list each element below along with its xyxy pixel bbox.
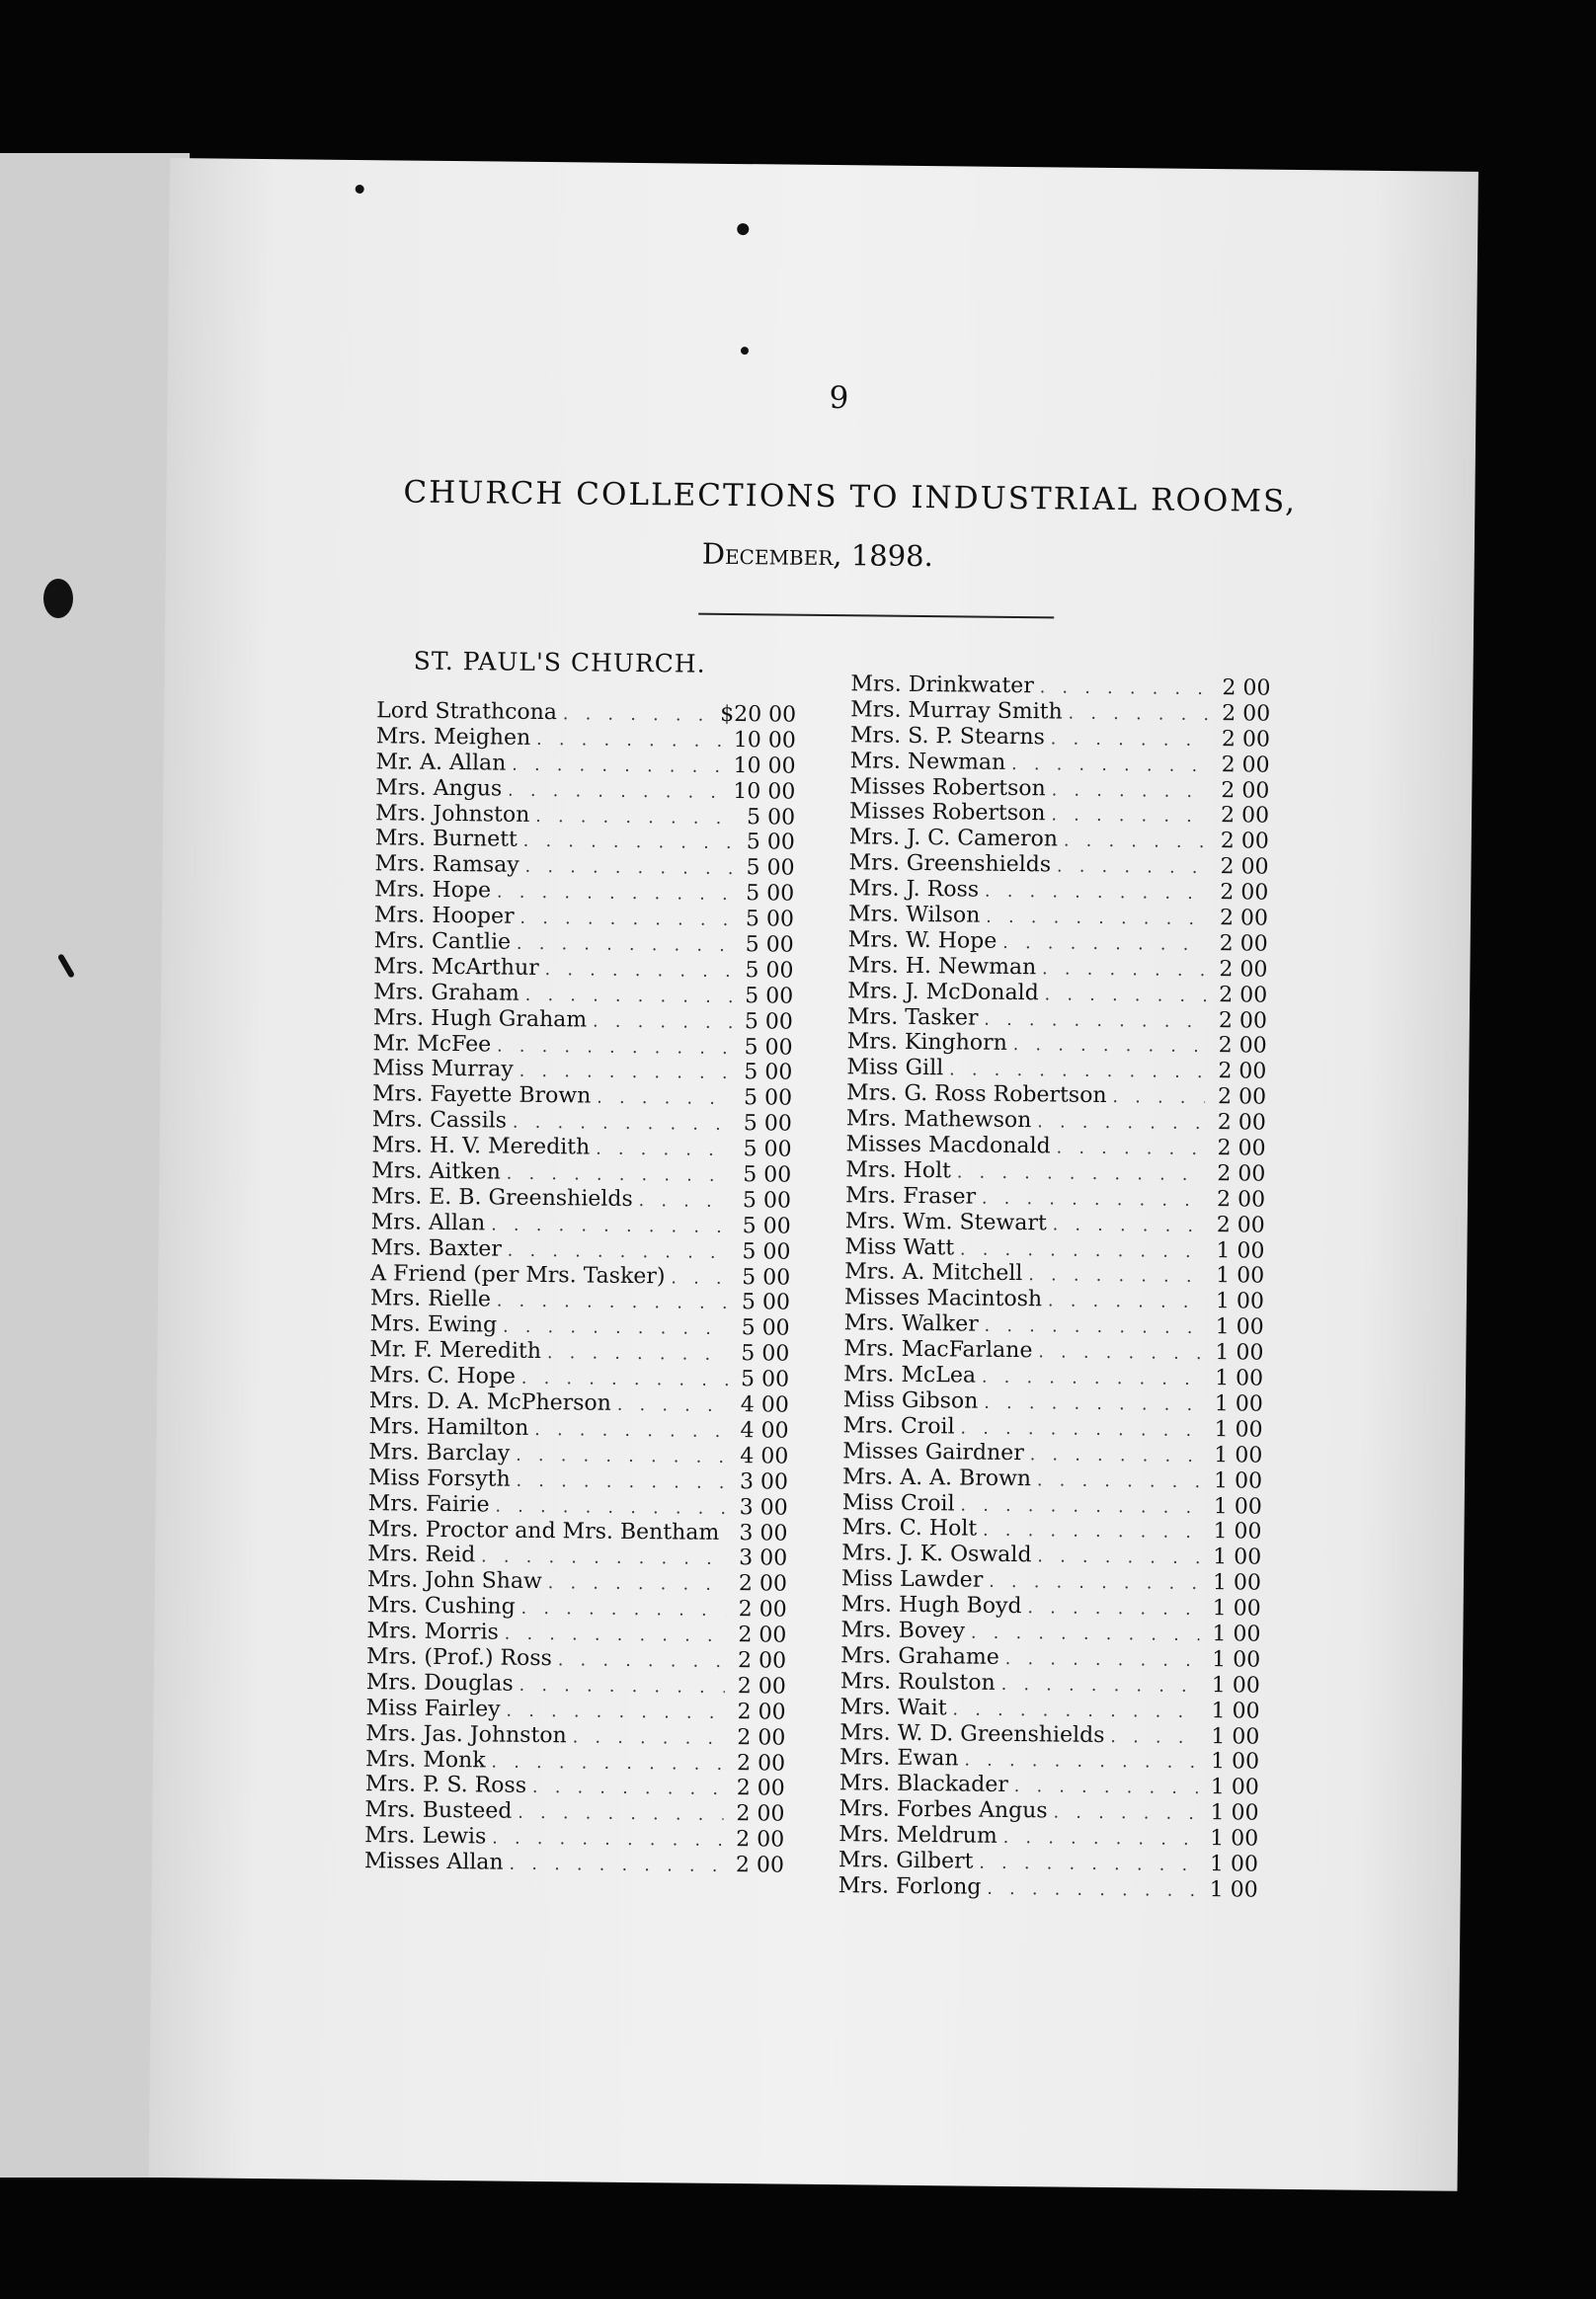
donor-name: Mrs. Ewan (838, 1745, 959, 1772)
donation-amount: 1 00 (1210, 1826, 1259, 1852)
ink-speck (741, 347, 749, 355)
donor-name: Mrs. Graham (373, 980, 519, 1006)
page-date: December, 1898. (701, 536, 934, 574)
donation-amount: 1 00 (1216, 1263, 1265, 1290)
donation-amount: 1 00 (1213, 1467, 1263, 1494)
donor-name: Mrs. Walker (843, 1310, 979, 1337)
donation-amount: 1 00 (1216, 1237, 1265, 1264)
donation-amount: 2 00 (736, 1776, 785, 1802)
donation-amount: 2 00 (1219, 931, 1268, 957)
title-rule (698, 613, 1054, 619)
donation-amount: 1 00 (1213, 1493, 1262, 1520)
donation-amount: 3 00 (739, 1546, 788, 1572)
donor-name: Miss Fairley (365, 1695, 501, 1722)
dot-leader (1069, 701, 1210, 728)
donation-amount: 10 00 (733, 727, 796, 753)
donor-name: Mr. McFee (372, 1030, 492, 1058)
donation-amount: 2 00 (1218, 1033, 1267, 1060)
donor-name: Mrs. Grahame (840, 1643, 999, 1670)
ink-speck (737, 223, 749, 235)
donor-name: Mrs. Hugh Graham (372, 1004, 588, 1033)
dot-leader (525, 855, 734, 883)
dot-leader (1064, 830, 1208, 856)
ink-speck (356, 185, 364, 194)
donor-name: Mrs. G. Ross Robertson (845, 1080, 1107, 1109)
donor-name: Mrs. H. V. Meredith (371, 1133, 591, 1160)
dot-leader (971, 1622, 1200, 1649)
donor-name: Mrs. John Shaw (366, 1567, 542, 1595)
donor-name: Mrs. Proctor and Mrs. Bentham (367, 1516, 720, 1546)
donation-amount: 3 00 (739, 1468, 789, 1495)
donor-name: Miss Croil (841, 1489, 955, 1516)
dot-leader (516, 1444, 727, 1471)
donor-name: Mrs. Kinghorn (846, 1029, 1007, 1057)
donation-amount: 5 00 (741, 1315, 790, 1342)
donor-name: Mrs. Allan (370, 1210, 486, 1236)
dot-leader (1028, 1264, 1203, 1292)
donation-amount: 1 00 (1211, 1698, 1260, 1724)
donor-name: Mrs. Fraser (844, 1183, 977, 1210)
donor-name: Mrs. Baxter (370, 1234, 502, 1262)
donor-name: Mrs. Angus (375, 774, 503, 802)
donor-name: Mrs. Fairie (367, 1490, 490, 1518)
dot-leader (1037, 1468, 1201, 1496)
dot-leader (523, 830, 734, 857)
donation-amount: 2 00 (736, 1827, 785, 1853)
dot-leader (497, 881, 733, 909)
donation-amount: 2 00 (1220, 803, 1270, 830)
donor-name: Mrs. Monk (364, 1746, 486, 1773)
donor-name: Mrs. J. K. Oswald (841, 1541, 1032, 1568)
dot-leader (534, 1418, 727, 1446)
donation-amount: 5 00 (740, 1367, 790, 1392)
donation-amount: 1 00 (1215, 1340, 1264, 1366)
donation-amount: 2 00 (738, 1571, 788, 1597)
donor-name: Mrs. Meldrum (838, 1822, 998, 1849)
donor-name: Misses Macintosh (843, 1285, 1043, 1312)
dot-leader (1051, 804, 1208, 832)
donation-amount: 1 00 (1212, 1570, 1262, 1596)
dot-leader (521, 1597, 726, 1625)
dot-leader (547, 1341, 729, 1369)
dot-leader (1112, 1085, 1205, 1112)
donor-name: Mrs. Croil (842, 1413, 955, 1440)
donor-name: Mrs. MacFarlane (843, 1336, 1033, 1364)
dot-leader (535, 804, 734, 832)
donor-name: Mrs. Busteed (364, 1797, 513, 1825)
donation-amount: 5 00 (741, 1341, 790, 1367)
donation-amount: 10 00 (733, 753, 796, 779)
donation-amount: 2 00 (1220, 880, 1269, 906)
donor-name: Miss Forsyth (367, 1465, 511, 1492)
donation-amount: 1 00 (1211, 1723, 1260, 1750)
dot-leader (1110, 1725, 1198, 1752)
donor-name: Mrs. McArthur (373, 954, 539, 981)
dot-leader (597, 1086, 731, 1113)
dot-leader (617, 1393, 728, 1420)
dot-leader (508, 778, 727, 806)
donor-name: Mrs. Reid (367, 1542, 476, 1568)
donation-amount: 2 00 (738, 1597, 787, 1623)
dot-leader (1053, 1213, 1204, 1240)
dot-leader (1057, 855, 1208, 883)
donor-name: Mrs. Hugh Boyd (840, 1592, 1022, 1620)
donation-amount: 5 00 (746, 855, 795, 882)
donor-name: Mrs. Gilbert (838, 1848, 974, 1874)
donor-name: Miss Gibson (842, 1387, 979, 1414)
donor-name: Mrs. Barclay (368, 1440, 511, 1467)
donor-name: Misses Macdonald (845, 1132, 1051, 1159)
donor-name: Mrs. D. A. McPherson (368, 1388, 612, 1416)
donation-amount: 2 00 (1218, 1007, 1268, 1034)
donation-amount: 2 00 (737, 1673, 786, 1700)
dot-leader (518, 1801, 723, 1829)
page-number: 9 (829, 380, 849, 417)
donation-amount: 2 00 (1217, 1084, 1267, 1110)
donation-amount: 1 00 (1210, 1749, 1260, 1776)
dot-leader (985, 880, 1207, 908)
donation-amount: $20 00 (720, 701, 797, 728)
donation-amount: 2 00 (1220, 854, 1269, 880)
donation-amount: 4 00 (740, 1418, 789, 1444)
donation-amount: 2 00 (738, 1623, 787, 1648)
dot-leader (519, 1674, 725, 1702)
dot-leader (1027, 1596, 1199, 1624)
donor-name: Mrs. Meighen (375, 724, 531, 751)
donation-amount: 2 00 (1216, 1212, 1265, 1238)
dot-leader (1052, 778, 1209, 806)
donation-amount: 1 00 (1213, 1545, 1262, 1570)
donation-amount: 2 00 (1217, 1136, 1266, 1161)
donation-amount: 2 00 (737, 1699, 786, 1725)
donor-name: Mrs. Jas. Johnston (365, 1720, 567, 1748)
donation-amount: 1 00 (1209, 1876, 1258, 1903)
donor-name: Mrs. P. S. Ross (364, 1772, 527, 1799)
donor-name: Mrs. Cassils (371, 1107, 508, 1134)
donor-name: Mrs. Cantlie (373, 928, 512, 955)
dot-leader (512, 753, 728, 780)
donor-name: Mrs. J. Ross (848, 876, 980, 903)
dot-leader (545, 958, 733, 986)
donation-amount: 5 00 (743, 1162, 792, 1188)
donor-name: Mrs. Roulston (839, 1668, 996, 1696)
section-title: ST. PAUL'S CHURCH. (413, 646, 706, 678)
donation-amount: 2 00 (1219, 906, 1269, 931)
donor-name: Mrs. McLea (843, 1362, 977, 1388)
dot-leader (984, 1391, 1202, 1419)
donor-name: Mrs. E. B. Greenshields (370, 1184, 633, 1212)
donor-name: Misses Robertson (848, 799, 1046, 827)
donation-amount: 5 00 (743, 1111, 792, 1137)
donor-name: Miss Lawder (840, 1566, 984, 1593)
donor-name: Mrs. Rielle (369, 1286, 492, 1312)
donor-name: Mrs. Tasker (846, 1003, 979, 1031)
donor-name: Miss Gill (846, 1055, 944, 1081)
donor-name: Miss Murray (372, 1056, 514, 1083)
donor-name: Mrs. Newman (849, 748, 1006, 775)
donation-amount: 2 00 (736, 1750, 786, 1777)
donation-amount: 2 00 (1222, 701, 1271, 727)
donor-name: Mrs. Lewis (364, 1823, 487, 1850)
donor-name: Mrs. H. Newman (847, 953, 1037, 981)
donor-name: Mrs. Murray Smith (850, 697, 1063, 725)
dot-leader (491, 1213, 730, 1240)
donation-amount: 2 00 (1221, 777, 1270, 804)
page-title: CHURCH COLLECTIONS TO INDUSTRIAL ROOMS, (403, 474, 1298, 519)
donor-name: Mrs. (Prof.) Ross (365, 1644, 553, 1672)
donor-name: Mrs. Forlong (838, 1873, 982, 1900)
donation-amount: 1 00 (1215, 1314, 1264, 1340)
donation-amount: 1 00 (1212, 1646, 1261, 1673)
donation-amount: 2 00 (1221, 752, 1270, 778)
donation-amount: 5 00 (745, 932, 794, 958)
donor-name: Mrs. Ramsay (374, 851, 519, 879)
left-donor-column (364, 698, 796, 1878)
donor-name: Mrs. Morris (366, 1619, 499, 1645)
donation-amount: 5 00 (742, 1188, 792, 1214)
donation-amount: 3 00 (739, 1494, 788, 1521)
donation-amount: 3 00 (739, 1520, 788, 1546)
donation-amount: 1 00 (1213, 1519, 1262, 1546)
dot-leader (492, 1827, 723, 1855)
donor-name: Misses Robertson (849, 773, 1046, 801)
donation-amount: 5 00 (742, 1213, 791, 1239)
dot-leader (986, 906, 1207, 933)
dot-leader (563, 702, 714, 730)
dot-leader (1051, 727, 1209, 754)
donation-amount: 5 00 (743, 1137, 792, 1162)
donation-amount: 1 00 (1212, 1622, 1261, 1647)
dot-leader (1030, 1443, 1202, 1470)
donor-name: Mrs. Wm. Stewart (844, 1208, 1047, 1236)
donor-name: Mrs. Wait (839, 1694, 947, 1720)
donor-name: Mrs. Johnston (374, 800, 530, 828)
donor-name: Mrs. Aitken (371, 1158, 502, 1185)
donation-amount: 4 00 (740, 1392, 789, 1418)
donor-name: Mrs. W. Hope (847, 927, 998, 954)
donation-amount: 5 00 (746, 804, 796, 831)
donor-name: Mrs. Bovey (840, 1618, 966, 1644)
donation-amount: 2 00 (1218, 1059, 1267, 1085)
dot-leader (1013, 1033, 1206, 1061)
donation-amount: 1 00 (1215, 1366, 1264, 1391)
donation-amount: 5 00 (742, 1264, 791, 1291)
donation-amount: 2 00 (1219, 982, 1268, 1008)
donation-amount: 1 00 (1214, 1416, 1263, 1443)
donor-name: Mrs. Hooper (373, 903, 515, 929)
dot-leader (548, 1571, 726, 1599)
document-page (149, 158, 1478, 2191)
donor-name: Mrs. W. D. Greenshields (839, 1719, 1105, 1748)
dot-leader (1037, 1110, 1205, 1138)
donation-amount: 2 00 (737, 1648, 787, 1674)
donation-amount: 5 00 (741, 1290, 791, 1316)
donation-amount: 4 00 (740, 1443, 789, 1469)
dot-leader (1053, 1801, 1197, 1828)
donation-amount: 2 00 (1222, 675, 1271, 701)
donation-amount: 1 00 (1209, 1852, 1259, 1877)
dot-leader (1001, 1673, 1199, 1701)
donation-amount: 5 00 (745, 958, 794, 984)
donor-name: Mrs. S. P. Stearns (849, 723, 1045, 751)
donation-amount: 5 00 (746, 830, 795, 856)
donor-name: Mrs. J. C. Cameron (848, 825, 1059, 852)
donor-name: Mrs. Fayette Brown (371, 1081, 592, 1109)
dot-leader (639, 1189, 731, 1216)
donation-amount: 1 00 (1211, 1672, 1260, 1699)
dot-leader (1045, 983, 1207, 1010)
right-donor-column (838, 672, 1271, 1903)
donation-amount: 2 00 (737, 1724, 786, 1751)
donor-name: Mrs. Cushing (366, 1593, 516, 1620)
donation-amount: 1 00 (1214, 1442, 1263, 1468)
dot-leader (519, 907, 733, 934)
donor-name: Mrs. Douglas (365, 1670, 514, 1697)
donation-amount: 2 00 (1217, 1161, 1266, 1187)
dot-leader (1042, 957, 1207, 985)
donor-name: Mrs. A. A. Brown (841, 1464, 1032, 1491)
donor-name: Mrs. Ewing (369, 1311, 498, 1338)
donor-name: Misses Gairdner (842, 1438, 1024, 1466)
dot-leader (725, 1522, 726, 1547)
donation-amount: 5 00 (743, 1085, 793, 1112)
donor-name: A Friend (per Mrs. Tasker) (370, 1260, 666, 1289)
dot-leader (497, 1034, 732, 1062)
dot-leader (536, 728, 728, 755)
donor-name: Mrs. Holt (845, 1157, 952, 1184)
dot-leader (1003, 1826, 1198, 1854)
dot-leader (1038, 1340, 1202, 1368)
donor-name: Mrs. Hamilton (368, 1414, 529, 1441)
donation-amount: 1 00 (1212, 1596, 1261, 1622)
dot-leader (1005, 1647, 1200, 1675)
donor-name: Mrs. Wilson (847, 902, 981, 928)
dot-leader (1040, 675, 1210, 703)
dot-leader (979, 1852, 1197, 1879)
donation-amount: 5 00 (744, 1008, 794, 1035)
dot-leader (596, 1138, 731, 1164)
dot-leader (987, 1877, 1197, 1905)
donation-amount: 2 00 (1220, 829, 1269, 855)
donor-name: Miss Watt (844, 1233, 955, 1260)
donation-amount: 1 00 (1210, 1775, 1259, 1800)
donor-name: Mrs. C. Holt (841, 1515, 978, 1543)
donor-name: Mrs. Forbes Angus (838, 1796, 1048, 1824)
donation-amount: 2 00 (1219, 956, 1268, 983)
donor-name: Mrs. C. Hope (368, 1363, 517, 1389)
donation-amount: 5 00 (744, 1060, 793, 1086)
donation-amount: 1 00 (1210, 1800, 1259, 1826)
dot-leader (1057, 1136, 1205, 1162)
dot-leader (957, 1160, 1205, 1189)
donation-amount: 1 00 (1215, 1289, 1265, 1315)
donation-amount: 2 00 (1216, 1186, 1266, 1213)
donation-amount: 2 00 (735, 1853, 785, 1878)
donation-amount: 5 00 (745, 907, 795, 932)
donor-name: Mrs. Drinkwater (850, 672, 1034, 699)
dot-leader (671, 1266, 729, 1293)
donation-amount: 1 00 (1214, 1391, 1263, 1417)
donation-amount: 5 00 (745, 983, 794, 1009)
donor-name: Mr. A. Allan (375, 749, 507, 776)
ink-blot (43, 579, 73, 618)
dot-leader (984, 1007, 1206, 1035)
donor-name: Mr. F. Meredith (369, 1337, 542, 1365)
dot-leader (517, 1468, 728, 1496)
dot-leader (509, 1853, 723, 1880)
dot-leader (960, 1493, 1200, 1521)
donor-name: Mrs. A. Mitchell (844, 1259, 1023, 1287)
donor-name: Lord Strathcona (376, 698, 558, 726)
donation-amount: 2 00 (1217, 1110, 1266, 1136)
donor-name: Mrs. Hope (374, 877, 492, 904)
dot-leader (558, 1648, 725, 1676)
donation-amount: 5 00 (744, 1034, 793, 1061)
donor-name: Mrs. Mathewson (845, 1106, 1032, 1134)
dot-leader (1037, 1546, 1200, 1573)
dot-leader (532, 1776, 724, 1803)
dot-leader (573, 1725, 725, 1753)
dot-leader (593, 1009, 732, 1036)
donation-amount: 2 00 (736, 1801, 785, 1827)
donation-amount: 2 00 (1221, 726, 1271, 753)
dot-leader (497, 1290, 729, 1317)
donor-name: Misses Allan (363, 1849, 504, 1875)
donation-amount: 5 00 (742, 1238, 791, 1265)
donor-name: Mrs. J. McDonald (847, 978, 1039, 1005)
donation-amount: 10 00 (733, 778, 796, 805)
dot-leader (1048, 1290, 1203, 1317)
dot-leader (517, 932, 733, 960)
dot-leader (982, 1366, 1202, 1393)
donor-name: Mrs. Greenshields (848, 850, 1052, 878)
donation-amount: 5 00 (746, 881, 795, 907)
donor-name: Mrs. Blackader (838, 1771, 1008, 1798)
donor-name: Mrs. Burnett (374, 826, 518, 853)
